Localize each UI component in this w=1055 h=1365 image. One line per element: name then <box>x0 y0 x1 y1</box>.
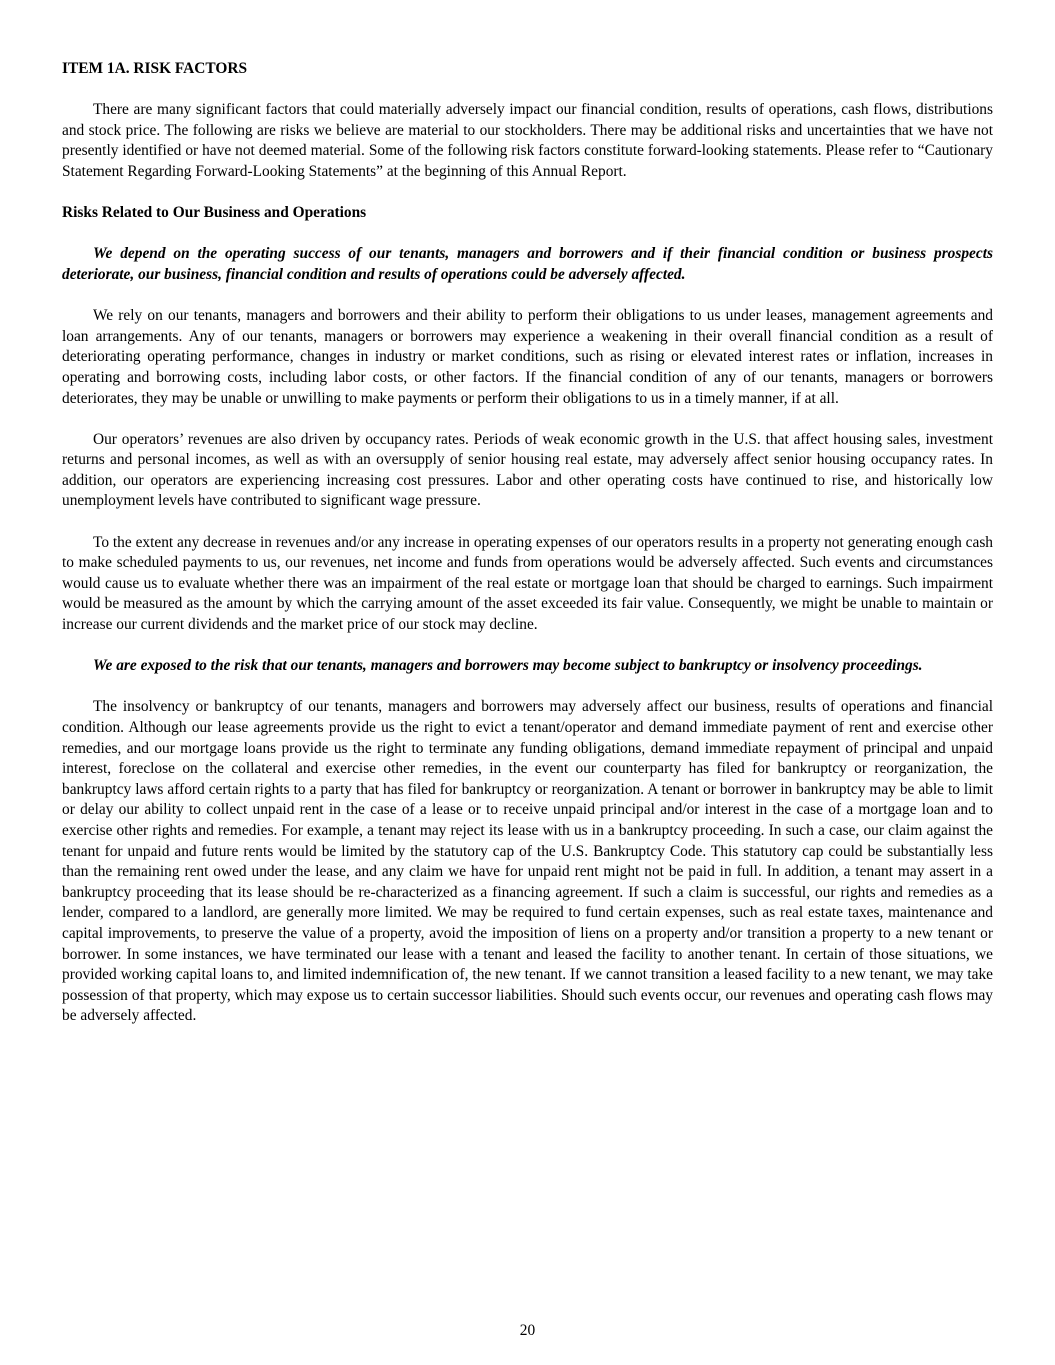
intro-paragraph: There are many significant factors that could materially adversely impact our financial condition, results of operations, cash flows, distributions and stock price. The following are risks we believe are material to our stockholders. There may be additional risks and uncertainties that we have not presently identified or have not deemed material. Some of the following risk factors constitute forward-looking statements. Please refer to “Cautionary Statement Regarding Forward-Looking Statements” at the beginning of this Annual Report. <box>62 101 993 180</box>
risk-heading-operating-success: We depend on the operating success of our tenants, managers and borrowers and if their financial condition or business prospects deteriorate, our business, financial condition and results of operations could be adversely affected. <box>62 245 993 283</box>
body-paragraph: The insolvency or bankruptcy of our tenants, managers and borrowers may adversely affect our business, results of operations and financial condition. Although our lease agreements provide us the right to evict a tenant/operator and demand immediate payment of rent and exercise other remedies, and our mortgage loans provide us the right to terminate any funding obligations, demand immediate repayment of principal and unpaid interest, foreclose on the collateral and exercise other remedies, in the event our counterparty has filed for bankruptcy or reorganization, the bankruptcy laws afford certain rights to a party that has filed for bankruptcy or reorganization. A tenant or borrower in bankruptcy may be able to limit or delay our ability to collect unpaid rent in the case of a lease or to receive unpaid principal and/or interest in the case of a mortgage loan and to exercise other rights and remedies. For example, a tenant may reject its lease with us in a bankruptcy proceeding. In such a case, our claim against the tenant for unpaid and future rents would be limited by the statutory cap of the U.S. Bankruptcy Code. This statutory cap could be substantially less than the remaining rent owed under the lease, and any claim we have for unpaid rent might not be paid in full. In addition, a tenant may assert in a bankruptcy proceeding that its lease should be re-characterized as a financing agreement. If such a claim is successful, our rights and remedies as a lender, compared to a landlord, are generally more limited. We may be required to fund certain expenses, such as real estate taxes, maintenance and capital improvements, to preserve the value of a property, avoid the imposition of liens on a property and/or transition a property to a new tenant or borrower. In some instances, we have terminated our lease with a tenant and leased the facility to another tenant. In certain of those situations, we provided working capital loans to, and limited indemnification of, the new tenant. If we cannot transition a leased facility to a new tenant, we may take possession of that property, which may expose us to certain successor liabilities. Should such events occur, our revenues and operating cash flows may be adversely affected. <box>62 698 993 1025</box>
body-paragraph: To the extent any decrease in revenues and/or any increase in operating expenses of our operators results in a property not generating enough cash to make scheduled payments to us, our revenues, net income and funds from operations would be adversely affected. Such events and circumstances would cause us to evaluate whether there was an impairment of the real estate or mortgage loan that should be charged to earnings. Such impairment would be measured as the amount by which the carrying amount of the asset exceeded its fair value. Consequently, we might be unable to maintain or increase our current dividends and the market price of our stock may decline. <box>62 533 993 634</box>
risk-heading-bankruptcy: We are exposed to the risk that our tenants, managers and borrowers may become subject to bankruptcy or insolvency proceedings. <box>93 657 923 675</box>
page-number: 20 <box>519 1322 536 1339</box>
document-page <box>62 59 993 1048</box>
item-title: ITEM 1A. RISK FACTORS <box>62 60 248 77</box>
body-paragraph: Our operators’ revenues are also driven by occupancy rates. Periods of weak economic growth in the U.S. that affect housing sales, investment returns and personal incomes, as well as with an oversupply of senior housing real estate, may adversely affect senior housing occupancy rates. In addition, our operators are experiencing increasing cost pressures. Labor and other operating costs have continued to rise, and historically low unemployment levels have contributed to significant wage pressure. <box>62 430 993 510</box>
body-paragraph: We rely on our tenants, managers and borrowers and their ability to perform their obligations to us under leases, management agreements and loan arrangements. Any of our tenants, managers or borrowers may experience a weakening in their overall financial condition as a result of deteriorating operating performance, changes in industry or market conditions, such as rising or elevated interest rates or inflation, increases in operating and borrowing costs, including labor costs, or other factors. If the financial condition of any of our tenants, managers or borrowers deteriorates, they may be unable or unwilling to make payments or perform their obligations to us in a timely manner, if at all. <box>62 307 993 407</box>
section-title: Risks Related to Our Business and Operations <box>62 204 367 222</box>
